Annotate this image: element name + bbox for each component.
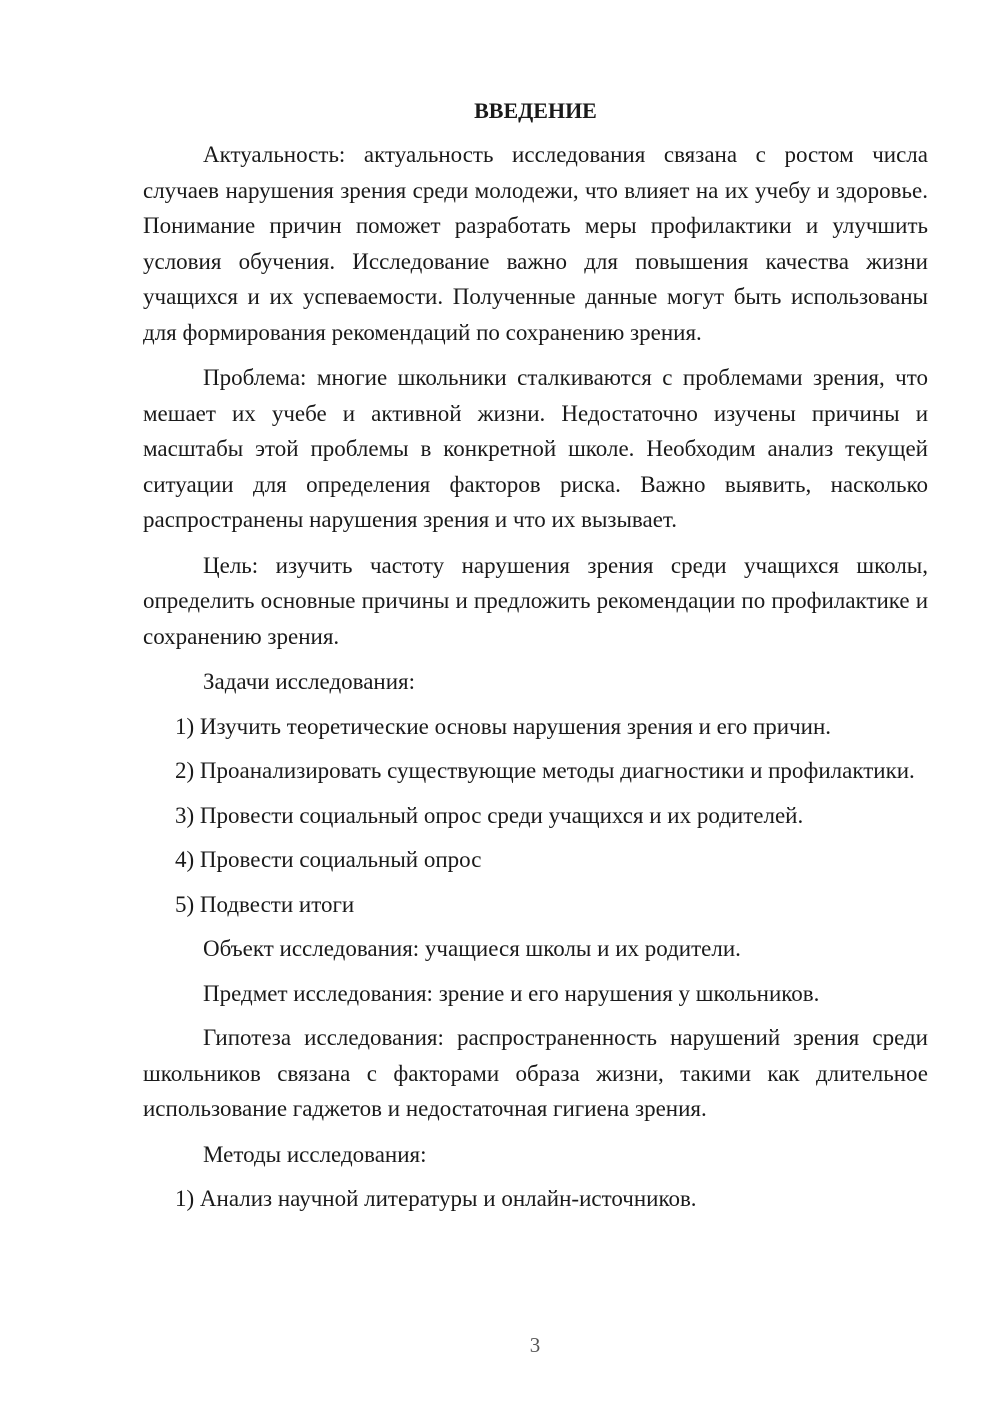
problem-paragraph: Проблема: многие школьники сталкиваются с проблемами зрения, что мешает их учебе и активной жизни. Недостаточно изучены причины и масштабы этой проблемы в конкретной школе. Необходим анализ текущей ситуации для определения факторов риска. Важно выявить, насколько распространены нарушения зрения и что их вызывает.	[143, 365, 928, 532]
task-item: 5) Подвести итоги	[175, 891, 355, 917]
methods-heading: Методы исследования:	[203, 1141, 427, 1167]
tasks-heading: Задачи исследования:	[203, 669, 416, 694]
hypothesis-paragraph: Гипотеза исследования: распространенность нарушений зрения среди школьников связана с факторами образа жизни, такими как длительное использование гаджетов и недостаточная гигиена зрения.	[143, 1025, 928, 1121]
document-page	[143, 95, 928, 1226]
object-paragraph: Объект исследования: учащиеся школы и их родители.	[203, 936, 741, 961]
page-number: 3	[529, 1333, 541, 1357]
goal-paragraph: Цель: изучить частоту нарушения зрения среди учащихся школы, определить основные причины и предложить рекомендации по профилактике и сохранению зрения.	[143, 552, 928, 649]
task-item: 2) Проанализировать существующие методы диагностики и профилактики.	[175, 758, 915, 783]
task-item: 1) Изучить теоретические основы нарушения зрения и его причин.	[175, 713, 832, 739]
page-title: ВВЕДЕНИЕ	[474, 98, 597, 123]
task-item: 4) Провести социальный опрос	[175, 847, 482, 872]
relevance-paragraph: Актуальность: актуальность исследования связана с ростом числа случаев нарушения зрения среди молодежи, что влияет на их учебу и здоровье. Понимание причин поможет разработать меры профилактики и улучшить условия обучения. Исследование важно для повышения качества жизни учащихся и их успеваемости. Полученные данные могут быть использованы для формирования рекомендаций по сохранению зрения.	[143, 142, 928, 345]
subject-paragraph: Предмет исследования: зрение и его нарушения у школьников.	[203, 980, 820, 1006]
task-item: 3) Провести социальный опрос среди учащихся и их родителей.	[175, 802, 804, 828]
method-item: 1) Анализ научной литературы и онлайн-источников.	[175, 1186, 697, 1211]
